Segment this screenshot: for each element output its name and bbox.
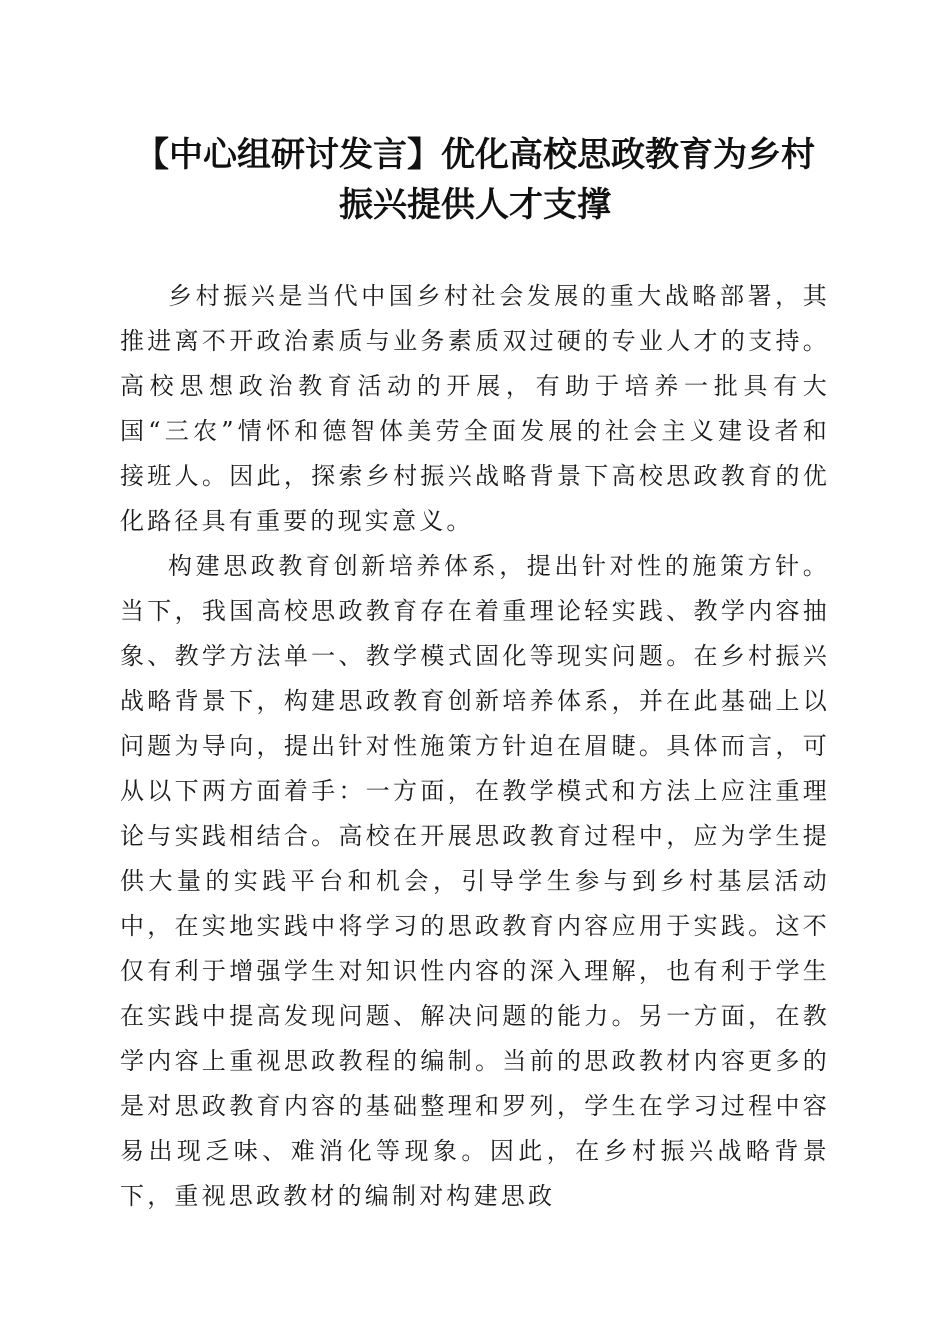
paragraph-2: 构建思政教育创新培养体系，提出针对性的施策方针。当下，我国高校思政教育存在着重理论轻实践、教学内容抽象、教学方法单一、教学模式固化等现实问题。在乡村振兴战略背景下，构建思政教育创新培养体系，并在此基础上以问题为导向，提出针对性施策方针迫在眉睫。具体而言，可从以下两方面着手：一方面，在教学模式和方法上应注重理论与实践相结合。高校在开展思政教育过程中，应为学生提供大量的实践平台和机会，引导学生参与到乡村基层活动中，在实地实践中将学习的思政教育内容应用于实践。这不仅有利于增强学生对知识性内容的深入理解，也有利于学生在实践中提高发现问题、解决问题的能力。另一方面，在教学内容上重视思政教程的编制。当前的思政教材内容更多的是对思政教育内容的基础整理和罗列，学生在学习过程中容易出现乏味、难消化等现象。因此，在乡村振兴战略背景下，重视思政教材的编制对构建思政 — [120, 552, 830, 1210]
document-title — [100, 130, 850, 230]
document-body — [120, 274, 830, 1219]
paragraph-1: 乡村振兴是当代中国乡村社会发展的重大战略部署，其推进离不开政治素质与业务素质双过硬的专业人才的支持。高校思想政治教育活动的开展，有助于培养一批具有大国“三农”情怀和德智体美劳全面发展的社会主义建设者和接班人。因此，探索乡村振兴战略背景下高校思政教育的优化路径具有重要的现实意义。 — [120, 282, 830, 535]
title-line-2: 振兴提供人才支撑 — [339, 185, 611, 225]
title-line-1: 【中心组研讨发言】优化高校思政教育为乡村 — [135, 135, 815, 175]
